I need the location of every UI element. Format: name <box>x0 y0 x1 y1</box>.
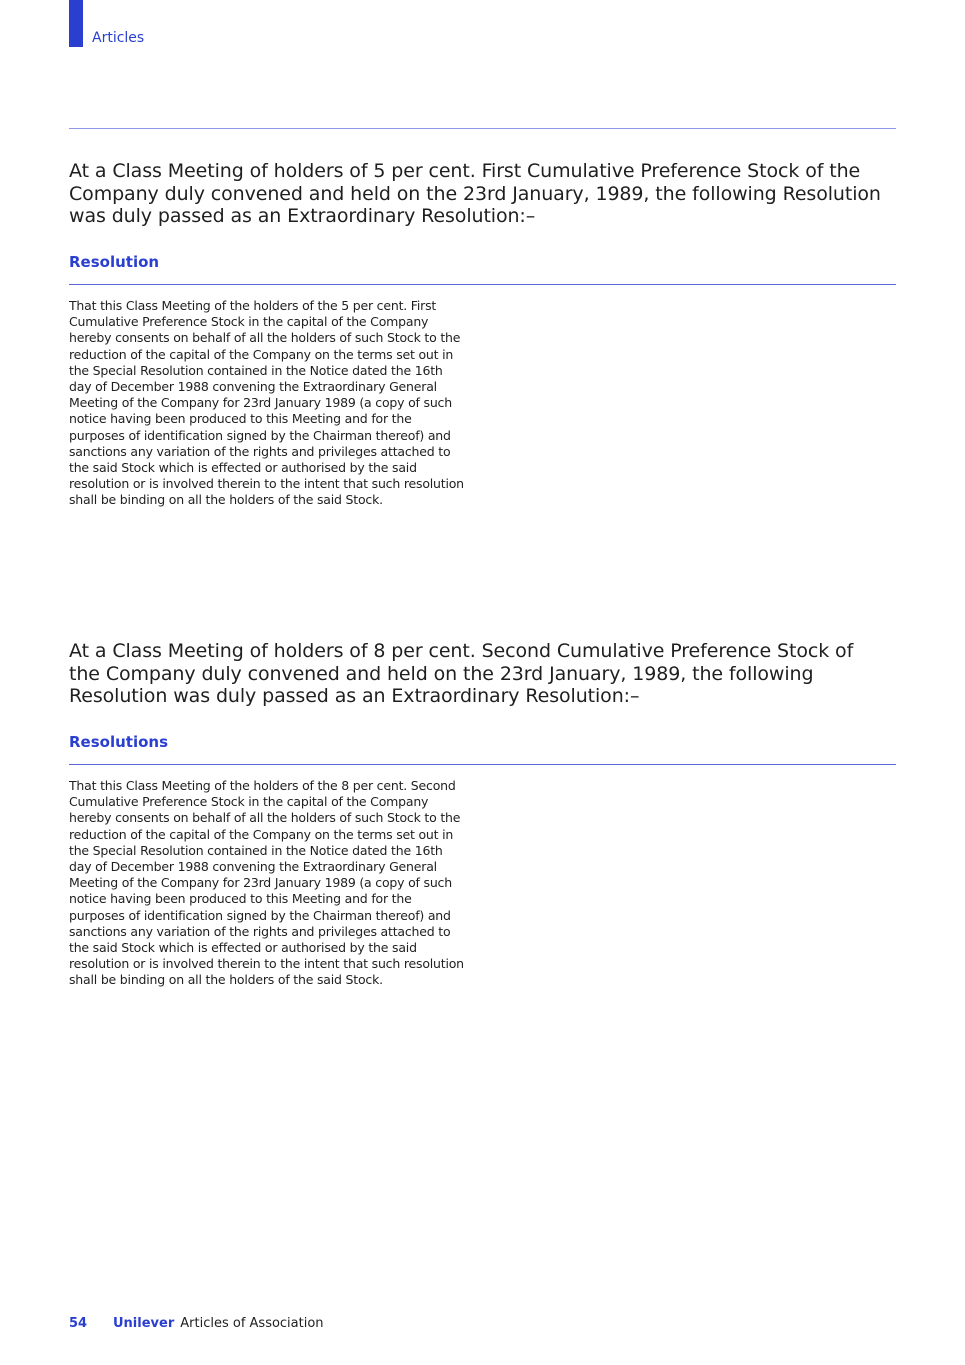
heading-divider <box>69 284 896 285</box>
page-footer <box>69 1316 324 1332</box>
section-divider <box>69 128 896 129</box>
document-title: Articles of Association <box>180 1316 324 1331</box>
resolution-text: That this Class Meeting of the holders of the 5 per cent. First Cumulative Preference Stock in the capital of the Company hereby consents on behalf of all the holders of such Stock to the reduction of the capital of the Company on the terms set out in the Special Resolution contained in the Notice dated the 16th day of December 1988 convening the Extraordinary General Meeting of the Company for 23rd January 1989 (a copy of such notice having been produced to this Meeting and for the purposes of identification signed by the Chairman thereof) and sanctions any variation of the rights and privileges attached to the said Stock which is effected or authorised by the said resolution or is involved therein to the intent that such resolution shall be binding on all the holders of the said Stock. <box>69 298 464 508</box>
resolutions-heading: Resolutions <box>69 733 169 751</box>
heading-divider <box>69 764 896 765</box>
resolution-text: That this Class Meeting of the holders of the 8 per cent. Second Cumulative Preference Stock in the capital of the Company hereby consents on behalf of all the holders of such Stock to the reduction of the capital of the Company on the terms set out in the Special Resolution contained in the Notice dated the 16th day of December 1988 convening the Extraordinary General Meeting of the Company for 23rd January 1989 (a copy of such notice having been produced to this Meeting and for the purposes of identification signed by the Chairman thereof) and sanctions any variation of the rights and privileges attached to the said Stock which is effected or authorised by the said resolution or is involved therein to the intent that such resolution shall be binding on all the holders of the said Stock. <box>69 778 464 988</box>
meeting-intro: At a Class Meeting of holders of 8 per cent. Second Cumulative Preference Stock of the Company duly convened and held on the 23rd January, 1989, the following Resolution was duly passed as an Extraordinary Resolution:– <box>69 640 854 707</box>
header-accent-bar <box>69 0 83 47</box>
page-number: 54 <box>69 1316 88 1331</box>
brand-name: Unilever <box>113 1316 175 1331</box>
resolution-heading: Resolution <box>69 253 160 271</box>
meeting-intro: At a Class Meeting of holders of 5 per cent. First Cumulative Preference Stock of the Company duly convened and held on the 23rd January, 1989, the following Resolution was duly passed as an Extraordinary Resolution:– <box>69 160 881 227</box>
section-label: Articles <box>92 30 145 46</box>
